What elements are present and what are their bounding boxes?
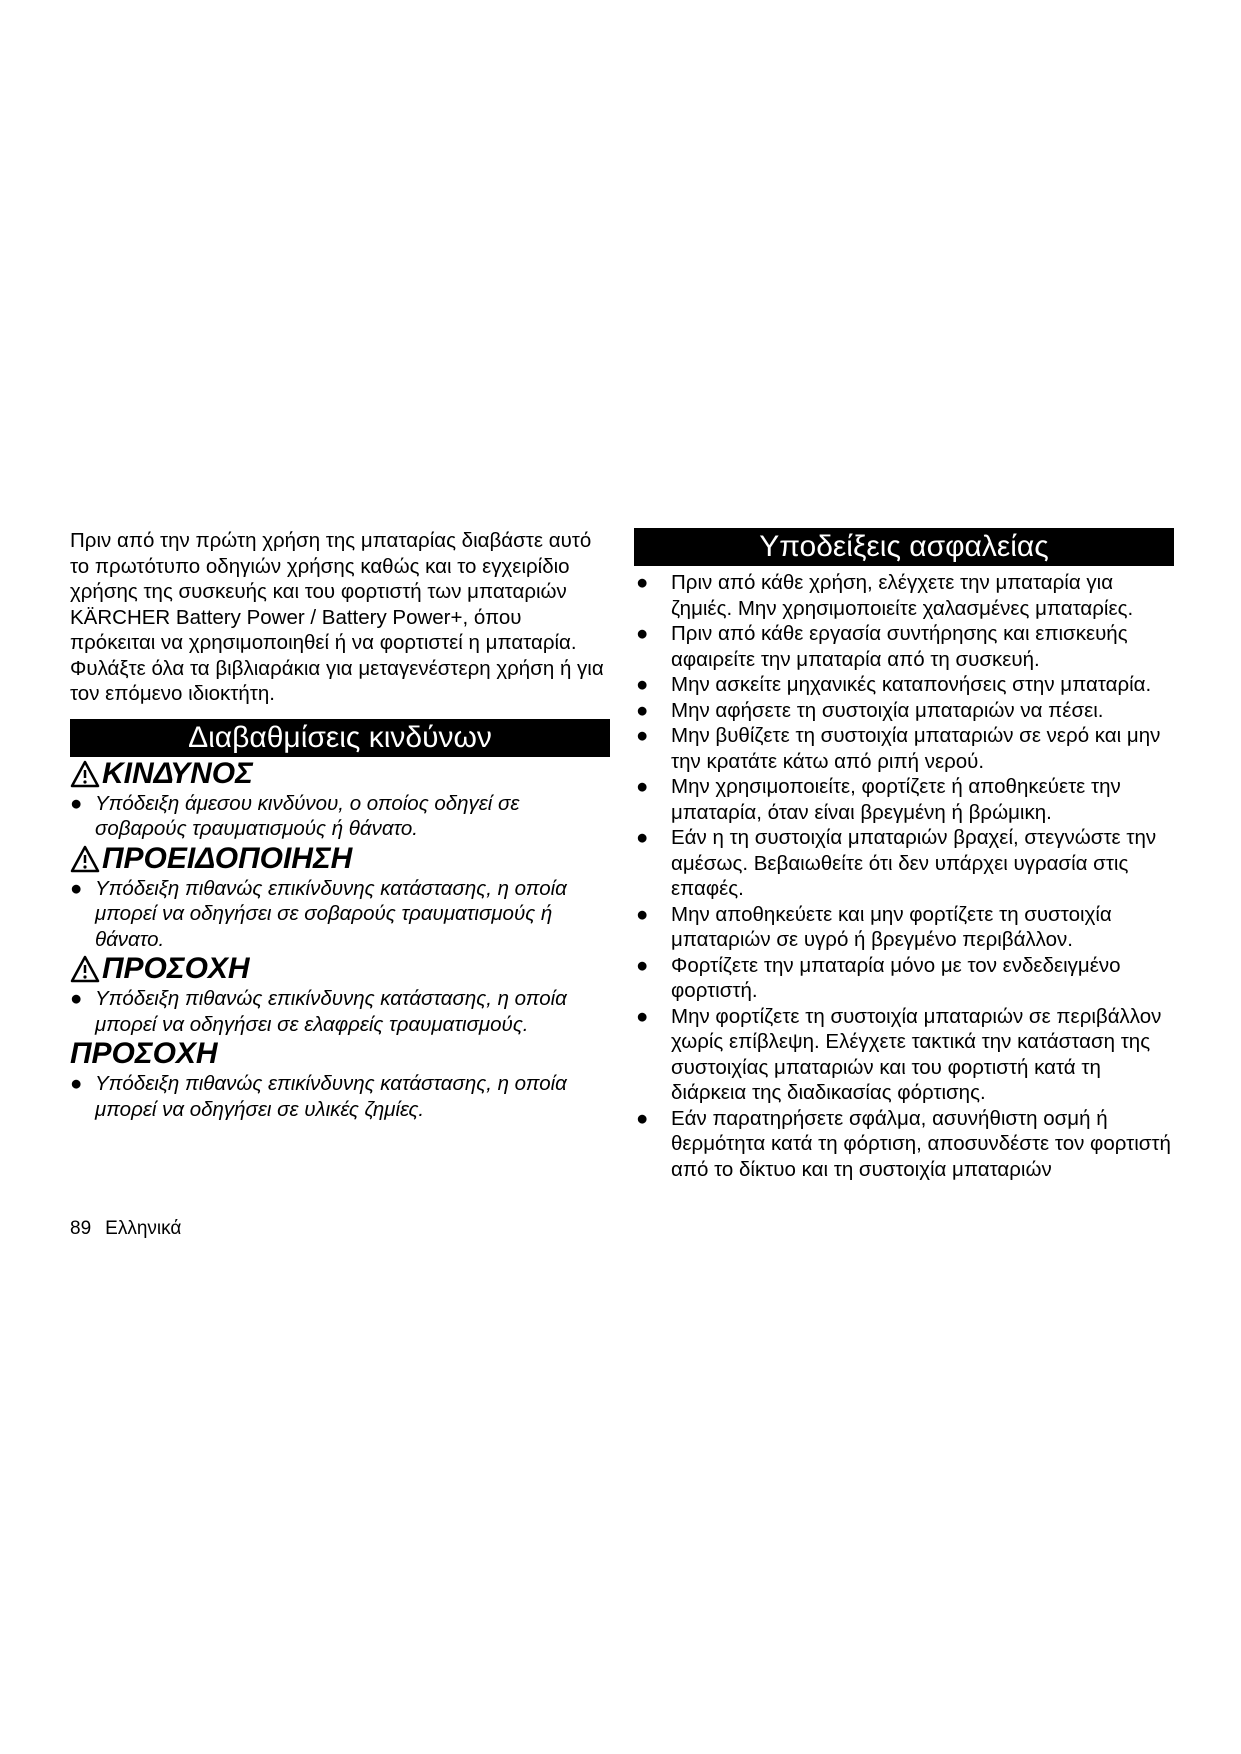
list-item xyxy=(634,825,1174,902)
bullet: ● xyxy=(636,571,649,594)
signal-word-caution: ΠΡΟΣΟΧΗ xyxy=(102,952,250,985)
hazard-level-caution xyxy=(70,952,610,1037)
safety-text: Πριν από κάθε εργασία συντήρησης και επισκευής αφαιρείτε την μπαταρία από τη συσκευή. xyxy=(671,622,1128,671)
bullet: ● xyxy=(636,673,649,696)
left-column xyxy=(70,528,610,1122)
list-item xyxy=(634,723,1174,774)
safety-text: Μην ασκείτε μηχανικές καταπονήσεις στην μπαταρία. xyxy=(671,673,1152,696)
safety-text: Μην αφήσετε τη συστοιχία μπαταριών να πέσει. xyxy=(671,698,1104,722)
signal-word-danger: ΚΙΝΔΥΝΟΣ xyxy=(102,756,253,790)
intro-paragraph-2: Φυλάξτε όλα τα βιβλιαράκια για μεταγενέστερη χρήση ή για τον επόμενο ιδιοκτήτη. xyxy=(70,656,604,705)
bullet: ● xyxy=(70,876,83,900)
safety-text: Εάν η τη συστοιχία μπαταριών βραχεί, στεγνώστε την αμέσως. Βεβαιωθείτε ότι δεν υπάρχει υγρασία στις επαφές. xyxy=(671,826,1157,900)
signal-word-warning: ΠΡΟΕΙΔΟΠΟΙΗΣΗ xyxy=(102,841,353,875)
signal-word-notice: ΠΡΟΣΟΧΗ xyxy=(70,1037,218,1070)
hazard-description: Υπόδειξη πιθανώς επικίνδυνης κατάστασης, η οποία μπορεί να οδηγήσει σε σοβαρούς τραυματισμούς ή θάνατο. xyxy=(95,876,567,951)
safety-text: Μην βυθίζετε τη συστοιχία μπαταριών σε νερό και μην την κρατάτε κάτω από ριπή νερού. xyxy=(671,724,1161,773)
safety-list xyxy=(634,570,1174,1182)
safety-text: Εάν παρατηρήσετε σφάλμα, ασυνήθιστη οσμή ή θερμότητα κατά τη φόρτιση, αποσυνδέστε τον φορτιστή από το δίκτυο και τη συστοιχία μπαταριών xyxy=(671,1106,1171,1181)
hazard-level-danger xyxy=(70,757,610,842)
bullet: ● xyxy=(636,902,649,926)
list-item xyxy=(634,953,1174,1004)
page-number: 89 xyxy=(70,1218,92,1239)
bullet: ● xyxy=(70,1072,83,1095)
bullet: ● xyxy=(636,724,649,747)
bullet: ● xyxy=(636,953,649,977)
hazard-description: Υπόδειξη πιθανώς επικίνδυνης κατάστασης, η οποία μπορεί να οδηγήσει σε ελαφρείς τραυματισμούς. xyxy=(95,987,567,1036)
bullet: ● xyxy=(636,1106,649,1130)
hazard-description: Υπόδειξη πιθανώς επικίνδυνης κατάστασης, η οποία μπορεί να οδηγήσει σε υλικές ζημίες. xyxy=(95,1072,567,1121)
warning-triangle-icon xyxy=(70,760,100,788)
safety-text: Μην χρησιμοποιείτε, φορτίζετε ή αποθηκεύετε την μπαταρία, όταν είναι βρεγμένη ή βρώμικη. xyxy=(671,775,1121,824)
hazard-description: Υπόδειξη άμεσου κινδύνου, ο οποίος οδηγεί σε σοβαρούς τραυματισμούς ή θάνατο. xyxy=(95,791,520,840)
safety-text: Πριν από κάθε χρήση, ελέγχετε την μπαταρία για ζημιές. Μην χρησιμοποιείτε χαλασμένες μπαταρίες. xyxy=(671,571,1134,620)
list-item xyxy=(634,1106,1174,1183)
hazard-levels-heading: Διαβαθμίσεις κινδύνων xyxy=(70,719,610,757)
list-item xyxy=(634,621,1174,672)
bullet: ● xyxy=(70,987,83,1010)
bullet: ● xyxy=(636,826,649,849)
warning-triangle-icon xyxy=(70,845,100,873)
hazard-level-warning xyxy=(70,842,610,953)
list-item xyxy=(634,672,1174,698)
safety-instructions-heading: Υποδείξεις ασφαλείας xyxy=(634,528,1174,566)
page-footer xyxy=(70,1218,195,1240)
list-item xyxy=(634,570,1174,621)
safety-text: Μην φορτίζετε τη συστοιχία μπαταριών σε περιβάλλον χωρίς επίβλεψη. Ελέγχετε τακτικά την κατάσταση της συστοιχίας μπαταριών και του φορτιστή κατά τη διάρκεια της διαδικασίας φόρτισης. xyxy=(671,1004,1162,1104)
list-item xyxy=(634,902,1174,953)
bullet: ● xyxy=(636,775,649,798)
bullet: ● xyxy=(70,791,83,815)
warning-triangle-icon xyxy=(70,955,100,983)
safety-text: Φορτίζετε την μπαταρία μόνο με τον ενδεδειγμένο φορτιστή. xyxy=(671,953,1121,1002)
bullet: ● xyxy=(636,698,649,722)
hazard-level-notice xyxy=(70,1037,610,1122)
safety-text: Μην αποθηκεύετε και μην φορτίζετε τη συστοιχία μπαταριών σε υγρό ή βρεγμένο περιβάλλον. xyxy=(671,902,1112,951)
intro-paragraph-1: Πριν από την πρώτη χρήση της μπαταρίας διαβάστε αυτό το πρωτότυπο οδηγιών χρήσης καθώς και το εγχειρίδιο χρήσης της συσκευής και του φορτιστή των μπαταριών KÄRCHER Battery Power / Battery Power+, όπου πρόκειται να χρησιμοποιηθεί ή να φορτιστεί η μπαταρία. xyxy=(70,529,592,654)
list-item xyxy=(634,1004,1174,1106)
bullet: ● xyxy=(636,622,649,645)
list-item xyxy=(634,774,1174,825)
list-item xyxy=(634,698,1174,724)
right-column xyxy=(634,528,1174,1182)
footer-language: Ελληνικά xyxy=(105,1218,182,1239)
bullet: ● xyxy=(636,1004,649,1028)
